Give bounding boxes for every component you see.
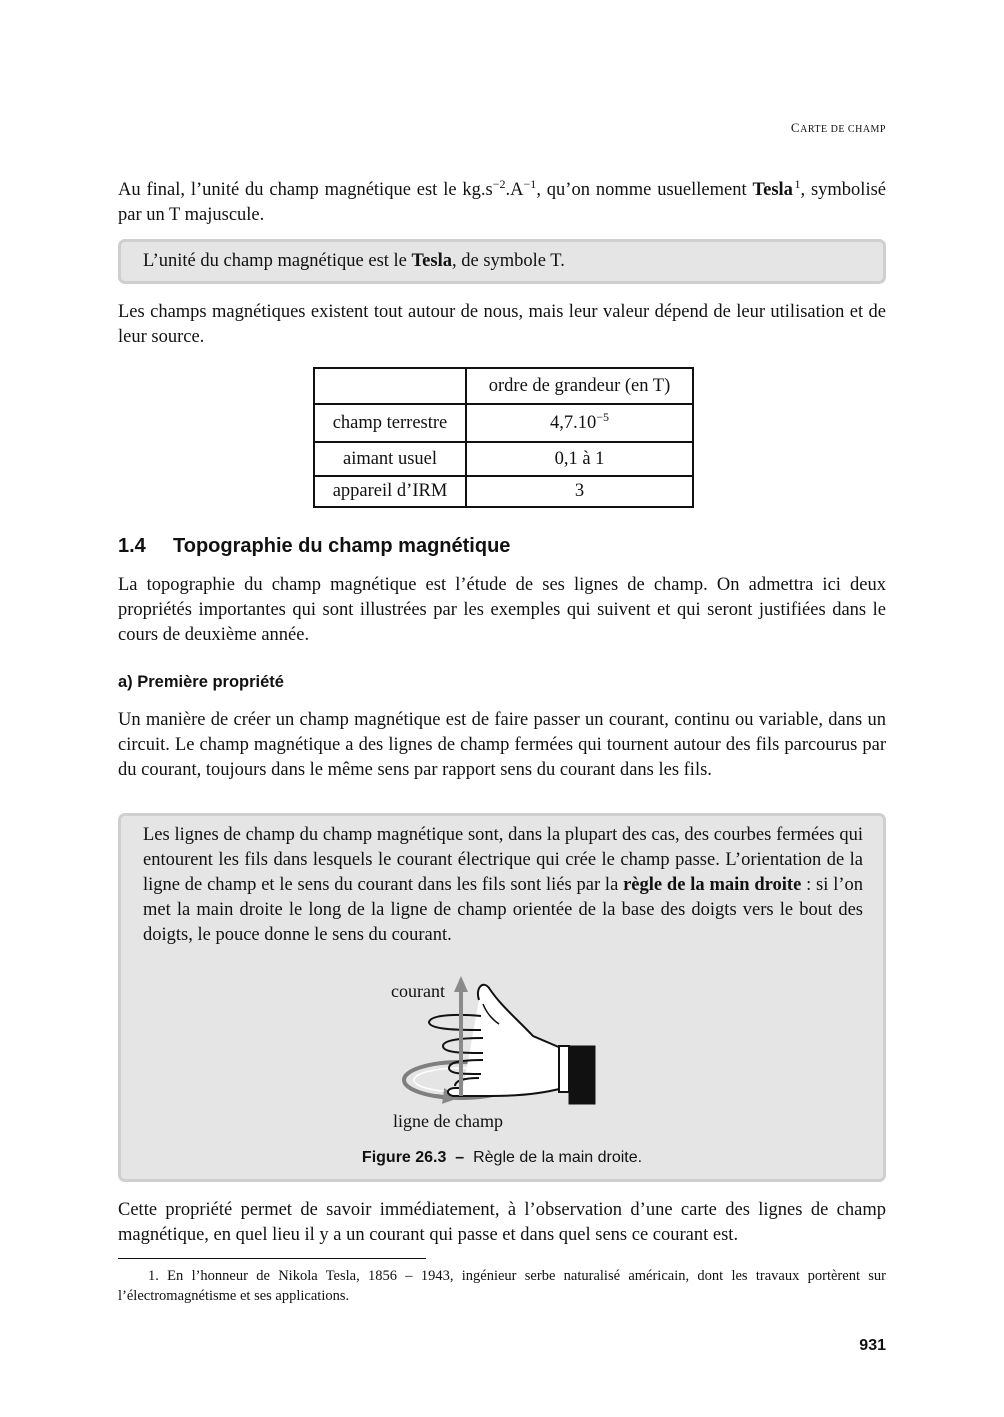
footnote-mark: 1 <box>794 177 801 191</box>
table-header-cell: ordre de grandeur (en T) <box>466 368 693 404</box>
table-row-value: 3 <box>466 476 693 507</box>
table-row <box>314 404 693 442</box>
table-corner-cell <box>314 368 466 404</box>
value-exponent: −5 <box>596 409 610 424</box>
intro-text-d: , symbolisé par un T majuscule. <box>118 180 886 225</box>
caption-text: Règle de la main droite. <box>473 1149 643 1166</box>
intro-text-c: , qu’on nomme usuellement <box>536 180 753 200</box>
paragraph-first-property: Un manière de créer un champ magnétique est de faire passer un courant, continu ou variable, dans un circuit. Le champ magnétique a des lignes de champ fermées qui tournent autour des fils parcourus par du courant, toujours dans le même sens par rapport sens du courant dans les fils. <box>118 710 886 780</box>
exponent-ampere: −1 <box>523 177 537 191</box>
section-heading <box>118 535 510 558</box>
caption-label: Figure 26.3 <box>361 1149 447 1166</box>
rule-box <box>118 813 886 1182</box>
figure-caption <box>121 1149 883 1167</box>
intro-paragraph <box>118 178 886 228</box>
caption-dash: – <box>455 1149 465 1166</box>
table-row <box>314 442 693 476</box>
paragraph-sources: Les champs magnétiques existent tout autour de nous, mais leur valeur dépend de leur utilisation et de leur source. <box>118 302 886 347</box>
footnote-rule <box>118 1258 426 1259</box>
definition-box <box>118 239 886 284</box>
definition-before: L’unité du champ magnétique est le <box>143 251 412 271</box>
paragraph-topography: La topographie du champ magnétique est l’étude de ses lignes de champ. On admettra ici deux propriétés importantes qui sont illustrées par les exemples qui suivent et qui seront justifiées dans le cours de deuxième année. <box>118 575 886 645</box>
running-head <box>791 120 886 136</box>
paragraph-application: Cette propriété permet de savoir immédiatement, à l’observation d’une carte des lignes de champ magnétique, en quel lieu il y a un courant qui passe et dans quel sens ce courant est. <box>118 1200 886 1245</box>
table-row-value <box>466 404 693 442</box>
subsection-heading: a) Première propriété <box>118 673 284 691</box>
section-number: 1.4 <box>118 535 146 557</box>
rule-text <box>143 823 863 948</box>
section-title: Topographie du champ magnétique <box>173 535 511 557</box>
finger-index-outline <box>429 1015 481 1030</box>
current-label: courant <box>391 981 445 1001</box>
table-row-label: appareil d’IRM <box>314 476 466 507</box>
page-number: 931 <box>859 1337 886 1354</box>
field-line-label: ligne de champ <box>393 1111 503 1131</box>
exponent-seconds: −2 <box>492 177 506 191</box>
rule-after: : si l’on met la main droite le long de la ligne de champ orientée de la base des doigts vers le bout des doigts, le pouce donne le sens du courant. <box>143 875 863 945</box>
intro-text-a: Au final, l’unité du champ magnétique est le kg.s <box>118 180 493 200</box>
definition-text <box>143 249 861 274</box>
rule-bold: règle de la main droite <box>623 875 802 895</box>
definition-bold: Tesla <box>411 251 452 271</box>
table-header-row <box>314 368 693 404</box>
right-hand-rule-figure <box>391 976 621 1136</box>
current-arrow-head <box>454 976 468 992</box>
table-row-label: aimant usuel <box>314 442 466 476</box>
magnitude-table <box>313 367 694 508</box>
table-row <box>314 476 693 507</box>
sleeve <box>569 1046 595 1104</box>
rule-before: Les lignes de champ du champ magnétique sont, dans la plupart des cas, des courbes fermées qui entourent les fils dans lesquels le courant électrique qui crée le champ passe. L’orientation de la ligne de champ et le sens du courant dans les fils sont liés par la <box>143 825 863 895</box>
running-head-initial: C <box>790 120 801 135</box>
intro-text-b: .A <box>505 180 524 200</box>
tesla-term: Tesla <box>752 180 793 200</box>
shirt-cuff <box>559 1046 569 1092</box>
table-row-value: 0,1 à 1 <box>466 442 693 476</box>
running-head-rest: ARTE DE CHAMP <box>800 124 886 135</box>
footnote: 1. En l’honneur de Nikola Tesla, 1856 – 1943, ingénieur serbe naturalisé américain, dont les travaux portèrent sur l’électromagnétisme et ses applications. <box>118 1268 886 1304</box>
table-row-label: champ terrestre <box>314 404 466 442</box>
value-mantissa: 4,7.10 <box>549 412 597 433</box>
definition-after: , de symbole T. <box>451 251 565 271</box>
